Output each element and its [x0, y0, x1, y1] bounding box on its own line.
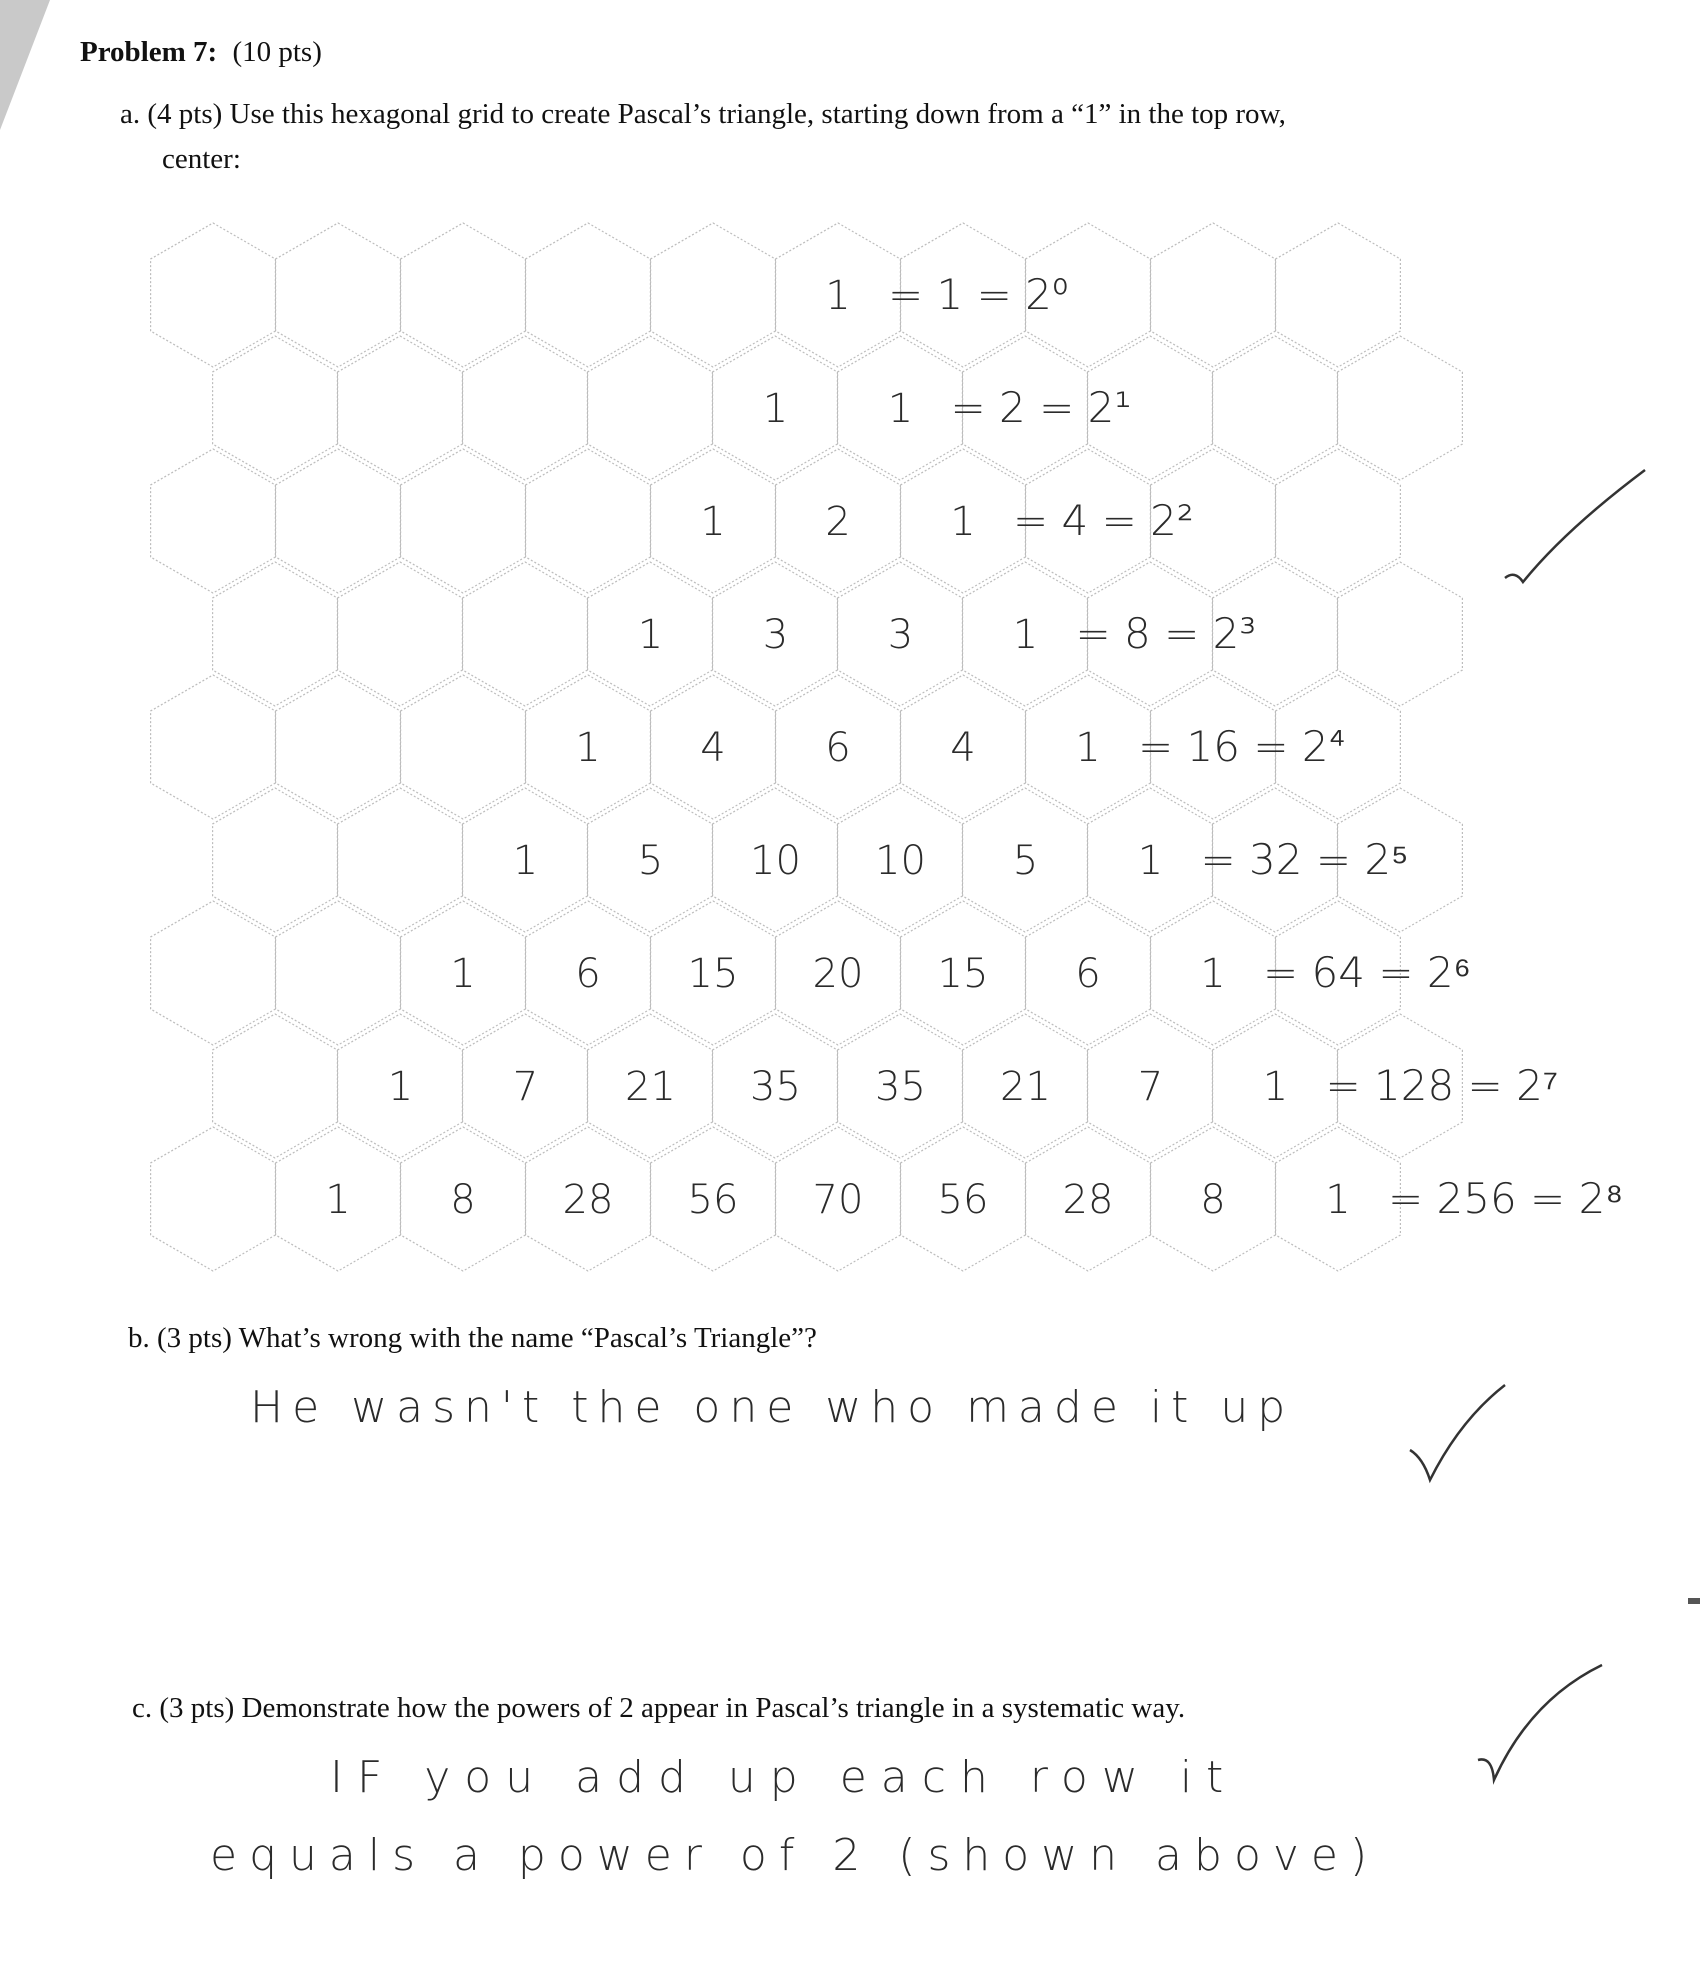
pascal-entry: 3	[887, 612, 914, 658]
hex-cell	[276, 449, 401, 593]
hex-cell	[1151, 1127, 1276, 1271]
pascal-entry: 6	[575, 951, 601, 997]
hex-cell	[1026, 449, 1151, 593]
hex-cell	[901, 223, 1026, 367]
hex-cell	[651, 675, 776, 819]
hex-cell	[463, 562, 588, 706]
hex-cell	[651, 1127, 776, 1271]
hex-cell	[838, 562, 963, 706]
pascal-entry: 56	[687, 1177, 739, 1223]
hex-cell	[401, 449, 526, 593]
hex-cell	[1088, 1014, 1213, 1158]
hex-cell	[588, 336, 713, 480]
pascal-entry: 1	[700, 499, 726, 545]
hex-cell	[901, 1127, 1026, 1271]
pascal-entry: 10	[750, 838, 801, 884]
pascal-entry: 56	[937, 1177, 989, 1223]
row-sum-equation: = 8 = 2³	[1075, 609, 1257, 658]
hex-cell	[1088, 562, 1213, 706]
hex-cell	[588, 788, 713, 932]
pascal-entry: 1	[325, 1177, 351, 1223]
hex-cell	[338, 788, 463, 932]
part-b-label: b.	[128, 1322, 150, 1354]
hex-cell	[963, 336, 1088, 480]
pascal-entry: 5	[637, 838, 664, 884]
pascal-entry: 1	[1137, 838, 1164, 884]
hex-cell	[1151, 449, 1276, 593]
hex-cell	[1276, 901, 1401, 1045]
hex-cell	[838, 1014, 963, 1158]
hex-cell	[401, 901, 526, 1045]
part-b-text: (3 pts) What’s wrong with the name “Pascal’s Triangle”?	[157, 1322, 817, 1354]
hex-cell	[901, 675, 1026, 819]
row-sum-equation: = 128 = 2⁷	[1325, 1061, 1559, 1110]
pascal-entry: 10	[875, 838, 926, 884]
hex-cell	[776, 901, 901, 1045]
hex-cell	[713, 788, 838, 932]
part-c-question	[132, 1692, 1185, 1725]
part-a-line2: center:	[162, 143, 241, 175]
grader-checkmark-a	[1495, 460, 1655, 600]
hex-cell	[1151, 675, 1276, 819]
hex-cell	[963, 1014, 1088, 1158]
hex-cell	[1276, 449, 1401, 593]
hex-cell	[776, 675, 901, 819]
hex-cell	[463, 788, 588, 932]
part-c-answer-line2: equals a power of 2 (shown above)	[210, 1830, 1380, 1881]
hex-cell	[338, 336, 463, 480]
problem-points: (10 pts)	[232, 36, 322, 68]
hex-cell	[1338, 562, 1463, 706]
pascal-entry: 15	[937, 951, 989, 997]
pascal-entry: 4	[700, 725, 726, 771]
hex-cell	[526, 1127, 651, 1271]
pascal-entry: 21	[625, 1064, 676, 1110]
grader-checkmark-c	[1470, 1660, 1610, 1790]
part-c-text: (3 pts) Demonstrate how the powers of 2 appear in Pascal’s triangle in a systematic way.	[159, 1692, 1186, 1724]
hex-cell	[901, 901, 1026, 1045]
pascal-entry: 35	[875, 1064, 926, 1110]
pascal-entry: 15	[687, 951, 739, 997]
hex-cell	[776, 1127, 901, 1271]
hex-cell	[588, 562, 713, 706]
pascal-entry: 1	[1262, 1064, 1289, 1110]
hex-cell	[151, 901, 276, 1045]
part-a-label: a.	[120, 98, 141, 130]
pascal-entry: 7	[512, 1064, 539, 1110]
hex-cell	[776, 449, 901, 593]
pascal-entry: 1	[950, 499, 976, 545]
hex-cell	[1213, 788, 1338, 932]
hex-cell	[1151, 901, 1276, 1045]
pascal-entry: 4	[950, 725, 976, 771]
pascal-entry: 1	[825, 273, 851, 319]
hex-cell	[526, 449, 651, 593]
hex-cell	[713, 336, 838, 480]
pascal-entry: 3	[762, 612, 789, 658]
part-c-answer-line1: IF you add up each row it	[330, 1752, 1238, 1803]
pascal-entry: 35	[750, 1064, 801, 1110]
hex-cell	[151, 675, 276, 819]
pascal-entry: 70	[812, 1177, 864, 1223]
hex-cell	[1088, 788, 1213, 932]
hex-cell	[1338, 1014, 1463, 1158]
hex-cell	[963, 562, 1088, 706]
pascal-entry: 20	[812, 951, 864, 997]
hex-cell	[213, 336, 338, 480]
hex-cell	[526, 223, 651, 367]
part-b-question	[128, 1322, 817, 1355]
pascal-entry: 1	[1200, 951, 1226, 997]
part-c-label: c.	[132, 1692, 153, 1724]
hex-cell	[651, 449, 776, 593]
hex-cell	[213, 1014, 338, 1158]
hex-cell	[1213, 336, 1338, 480]
row-sum-equation: = 1 = 2⁰	[888, 270, 1069, 319]
hex-cell	[526, 901, 651, 1045]
hex-cell	[1276, 675, 1401, 819]
row-sum-equation: = 256 = 2⁸	[1388, 1174, 1624, 1223]
grader-checkmark-b	[1405, 1380, 1515, 1490]
pascal-entry: 1	[887, 386, 914, 432]
hex-cell	[276, 223, 401, 367]
hex-cell	[338, 562, 463, 706]
hex-cell	[401, 223, 526, 367]
hex-cell	[776, 223, 901, 367]
pascal-entry: 21	[1000, 1064, 1051, 1110]
problem-heading	[80, 36, 322, 69]
hex-cell	[713, 562, 838, 706]
hex-cell	[1088, 336, 1213, 480]
hex-cell	[276, 1127, 401, 1271]
hex-cell	[1213, 1014, 1338, 1158]
pascal-entry: 28	[562, 1177, 614, 1223]
hex-cell	[588, 1014, 713, 1158]
row-sum-equation: = 2 = 2¹	[950, 383, 1132, 432]
pascal-entry: 1	[387, 1064, 414, 1110]
hex-cell	[151, 449, 276, 593]
pascal-entry: 2	[825, 499, 851, 545]
pascal-entry: 1	[450, 951, 476, 997]
row-sum-equation: = 64 = 2⁶	[1263, 948, 1471, 997]
pascal-entry: 1	[762, 386, 789, 432]
hex-cell	[1276, 223, 1401, 367]
pascal-entry: 1	[1075, 725, 1101, 771]
pascal-entry: 7	[1137, 1064, 1164, 1110]
part-b-answer: He wasn't the one who made it up	[250, 1382, 1295, 1433]
scan-corner-shadow	[0, 0, 50, 130]
hex-cell	[1213, 562, 1338, 706]
hex-cell	[463, 1014, 588, 1158]
hex-cell	[838, 788, 963, 932]
hex-cell	[1026, 675, 1151, 819]
hex-cell	[1026, 223, 1151, 367]
scan-edge-mark	[1688, 1598, 1700, 1604]
hex-cell	[651, 901, 776, 1045]
hex-cell	[463, 336, 588, 480]
pascal-entry: 1	[1325, 1177, 1351, 1223]
hex-cell	[276, 675, 401, 819]
hex-cell	[1026, 1127, 1151, 1271]
hex-cell	[838, 336, 963, 480]
pascal-entry: 1	[1012, 612, 1039, 658]
pascal-entry: 8	[450, 1177, 476, 1223]
hex-cell	[1338, 788, 1463, 932]
pascal-entry: 6	[825, 725, 851, 771]
hex-cell	[1276, 1127, 1401, 1271]
hex-cell	[213, 562, 338, 706]
pascal-entry: 8	[1200, 1177, 1226, 1223]
hex-cell	[713, 1014, 838, 1158]
hex-cell	[401, 675, 526, 819]
hex-cell	[963, 788, 1088, 932]
hex-cell	[213, 788, 338, 932]
row-sum-equation: = 16 = 2⁴	[1138, 722, 1346, 771]
hex-cell	[151, 1127, 276, 1271]
problem-title: Problem 7:	[80, 36, 218, 68]
pascal-entry: 6	[1075, 951, 1101, 997]
part-a-line1: (4 pts) Use this hexagonal grid to create Pascal’s triangle, starting down from a “1” in the top row,	[147, 98, 1286, 130]
pascal-entry: 1	[512, 838, 539, 884]
hex-cell	[901, 449, 1026, 593]
row-sum-equation: = 32 = 2⁵	[1200, 835, 1409, 884]
hex-cell	[338, 1014, 463, 1158]
hex-cell	[526, 675, 651, 819]
row-sum-equation: = 4 = 2²	[1013, 496, 1194, 545]
hex-cell	[1338, 336, 1463, 480]
hex-cell	[651, 223, 776, 367]
pascal-entry: 28	[1062, 1177, 1114, 1223]
hex-cell	[401, 1127, 526, 1271]
hex-cell	[276, 901, 401, 1045]
pascal-entry: 1	[637, 612, 664, 658]
hex-cell	[1151, 223, 1276, 367]
hex-cell	[1026, 901, 1151, 1045]
pascal-entry: 5	[1012, 838, 1039, 884]
pascal-entry: 1	[575, 725, 601, 771]
hex-cell	[151, 223, 276, 367]
part-a-question	[120, 98, 1286, 131]
